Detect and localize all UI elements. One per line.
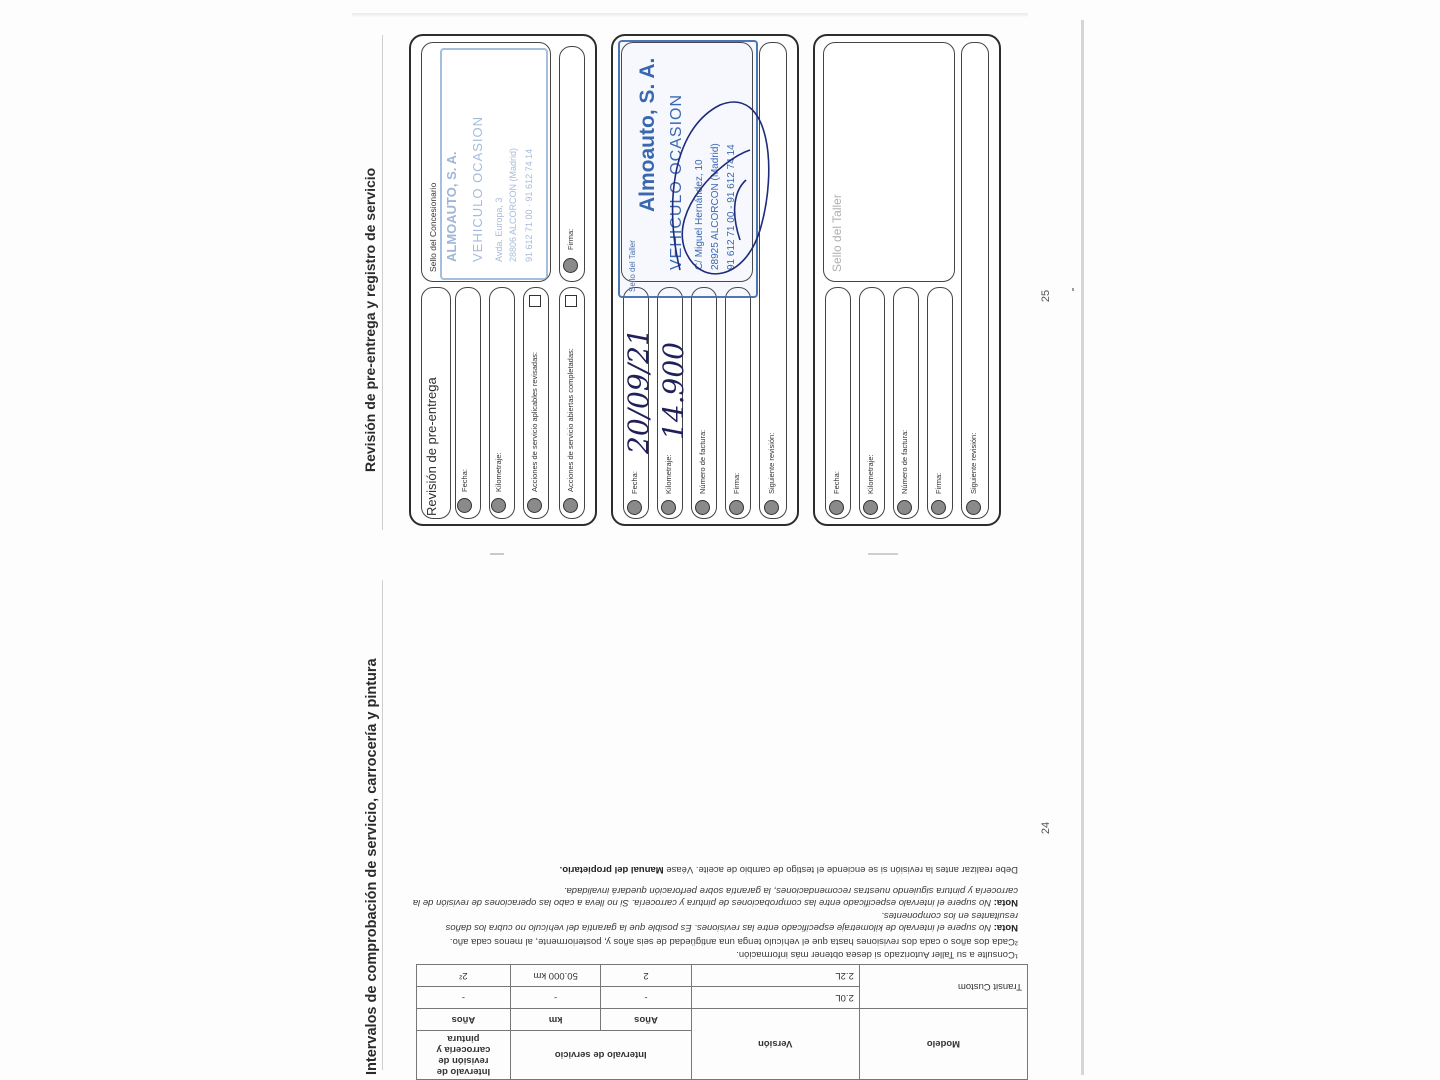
note-2-label: Nota: — [993, 896, 1018, 908]
field-date-label: Fecha: — [630, 471, 639, 494]
field-km-dot — [863, 500, 878, 515]
cell-body-years: - — [417, 987, 511, 1009]
left-page-heading: Intervalos de comprobación de servicio, carrocería y pintura — [364, 658, 380, 1075]
field-actions-reviewed-label: Acciones de servicio aplicables revisadas: — [530, 351, 539, 492]
footnote-2: ²Cada dos años o cada dos revisiones hasta que el vehículo tenga una antigüedad de seis años y, posteriormente, al menos cada año. — [449, 935, 1018, 947]
page-number-25: 25 — [1040, 289, 1053, 303]
dealer-stamp-line-1: ALMOAUTO, S. A. — [444, 151, 459, 262]
sub-body-years: Años — [417, 1009, 511, 1031]
note-2-text: No supere el intervalo especificado entre las comprobaciones de pintura y carrocería. Si no lleva a cabo las operaciones de revisión de la carrocería y pintura siguiendo nuestras recomendaciones, la garantía sobre perforación quedará invalidada. — [412, 884, 1018, 908]
cell-years: - — [601, 987, 691, 1009]
right-page-heading: Revisión de pre-entrega y registro de servicio — [362, 167, 378, 472]
field-next-service-label: Siguiente revisión: — [767, 432, 776, 494]
notes-block — [408, 862, 1018, 960]
cell-version: 2.0L — [691, 987, 859, 1009]
col-version: Versión — [691, 1009, 859, 1080]
checkbox-actions-completed[interactable] — [565, 295, 577, 307]
field-km-dot — [661, 500, 676, 515]
field-actions-completed-dot — [563, 498, 578, 513]
cell-km: 50.000 km — [510, 965, 601, 987]
final-note — [408, 863, 1018, 875]
left-page — [400, 570, 1080, 1080]
service-interval-table — [416, 964, 1028, 1080]
note-1-text: No supere el intervalo de kilometraje especificado entre las revisiones. Es posible que la garantía del vehículo no cubra los daños resultantes en los componentes. — [445, 910, 1018, 934]
note-1-label: Nota: — [993, 922, 1018, 934]
left-heading-rule — [382, 580, 383, 1070]
final-note-text: Debe realizar antes la revisión si se enciende el testigo de cambio de aceite. Véase — [666, 864, 1018, 876]
field-date-label: Fecha: — [832, 471, 841, 494]
field-date-label: Fecha: — [460, 469, 469, 492]
pre-delivery-title: Revisión de pre-entrega — [424, 377, 439, 516]
field-next-service-dot — [764, 500, 779, 515]
field-km-label: Kilometraje: — [494, 452, 503, 492]
page-edge-top — [352, 13, 1028, 17]
workshop-stamp-line-3: C/ Miguel Hernández, 10 — [694, 159, 705, 270]
workshop-stamp-label: Sello del Taller — [628, 240, 637, 292]
footnote-1: ¹Consulte a su Taller Autorizado si desea obtener más información. — [736, 949, 1018, 960]
workshop-stamp-line-4: 28925 ALCORCON (Madrid) — [710, 143, 721, 270]
dealer-stamp-label: Sello del Concesionario — [428, 182, 438, 272]
field-date-dot — [829, 500, 844, 515]
field-invoice-dot — [695, 500, 710, 515]
col-service-interval: Intervalo de servicio — [510, 1031, 691, 1080]
field-signature-dot — [931, 500, 946, 515]
field-next-service-label: Siguiente revisión: — [969, 432, 978, 494]
col-model: Modelo — [859, 1009, 1027, 1080]
field-next-service-dot — [966, 500, 981, 515]
scan-speck — [868, 553, 898, 555]
field-date-dot — [627, 500, 642, 515]
right-heading-rule — [382, 35, 383, 530]
cell-version: 2.2L — [691, 965, 859, 987]
cell-body-years: 2² — [417, 965, 511, 987]
field-km-label: Kilometraje: — [866, 454, 875, 494]
scan-speck — [490, 553, 504, 555]
cell-model: Transit Custom — [859, 965, 1027, 1009]
dealer-stamp-line-3: Avda. Europa, 3 — [494, 197, 504, 262]
sub-km: km — [510, 1009, 601, 1031]
col-body-interval: Intervalo de revisión de carrocería y pintura — [417, 1031, 511, 1080]
field-km-dot — [491, 498, 506, 513]
signature-scribble — [660, 90, 780, 290]
note-2 — [408, 883, 1018, 908]
note-1 — [408, 909, 1018, 934]
page-edge-right — [1081, 20, 1084, 1075]
dealer-stamp-line-5: 91 612 71 00 · 91 612 74 14 — [524, 148, 534, 262]
sub-years: Años — [601, 1009, 691, 1031]
field-invoice-label: Número de factura: — [698, 429, 707, 494]
field-signature-label: Firma: — [934, 472, 943, 494]
handwritten-km: 14.900 — [657, 342, 690, 440]
signature-label: Firma: — [566, 228, 575, 250]
workshop-stamp-line-5: 91 612 71 00 - 91 612 74 14 — [726, 144, 737, 270]
cell-years: 2 — [601, 965, 691, 987]
workshop-stamp-line-1: Almoauto, S. A. — [636, 57, 659, 212]
cell-km: - — [510, 987, 601, 1009]
page-number-24: 24 — [1040, 821, 1053, 835]
field-actions-completed-label: Acciones de servicio abiertas completadas: — [566, 348, 575, 492]
checkbox-actions-reviewed[interactable] — [529, 295, 541, 307]
field-signature-dot — [729, 500, 744, 515]
dealer-stamp-line-2: VEHICULO OCASION — [470, 115, 485, 262]
owner-manual-ref: Manual del propietario. — [559, 864, 664, 876]
field-date-dot — [457, 498, 472, 513]
field-km-label: Kilometraje: — [664, 454, 673, 494]
field-signature-label: Firma: — [732, 472, 741, 494]
dealer-stamp-line-4: 28806 ALCORCON (Madrid) — [508, 147, 518, 262]
table-row — [417, 987, 1028, 1009]
handwritten-date: 20/09/21 — [622, 328, 655, 454]
workshop-stamp-line-2: VEHICULO OCASION — [668, 93, 685, 270]
scan-speck — [1072, 288, 1074, 291]
field-invoice-dot — [897, 500, 912, 515]
field-invoice-label: Número de factura: — [900, 429, 909, 494]
workshop-stamp-label: Sello del Taller — [830, 194, 844, 272]
signature-dot — [563, 258, 578, 273]
field-actions-reviewed-dot — [527, 498, 542, 513]
